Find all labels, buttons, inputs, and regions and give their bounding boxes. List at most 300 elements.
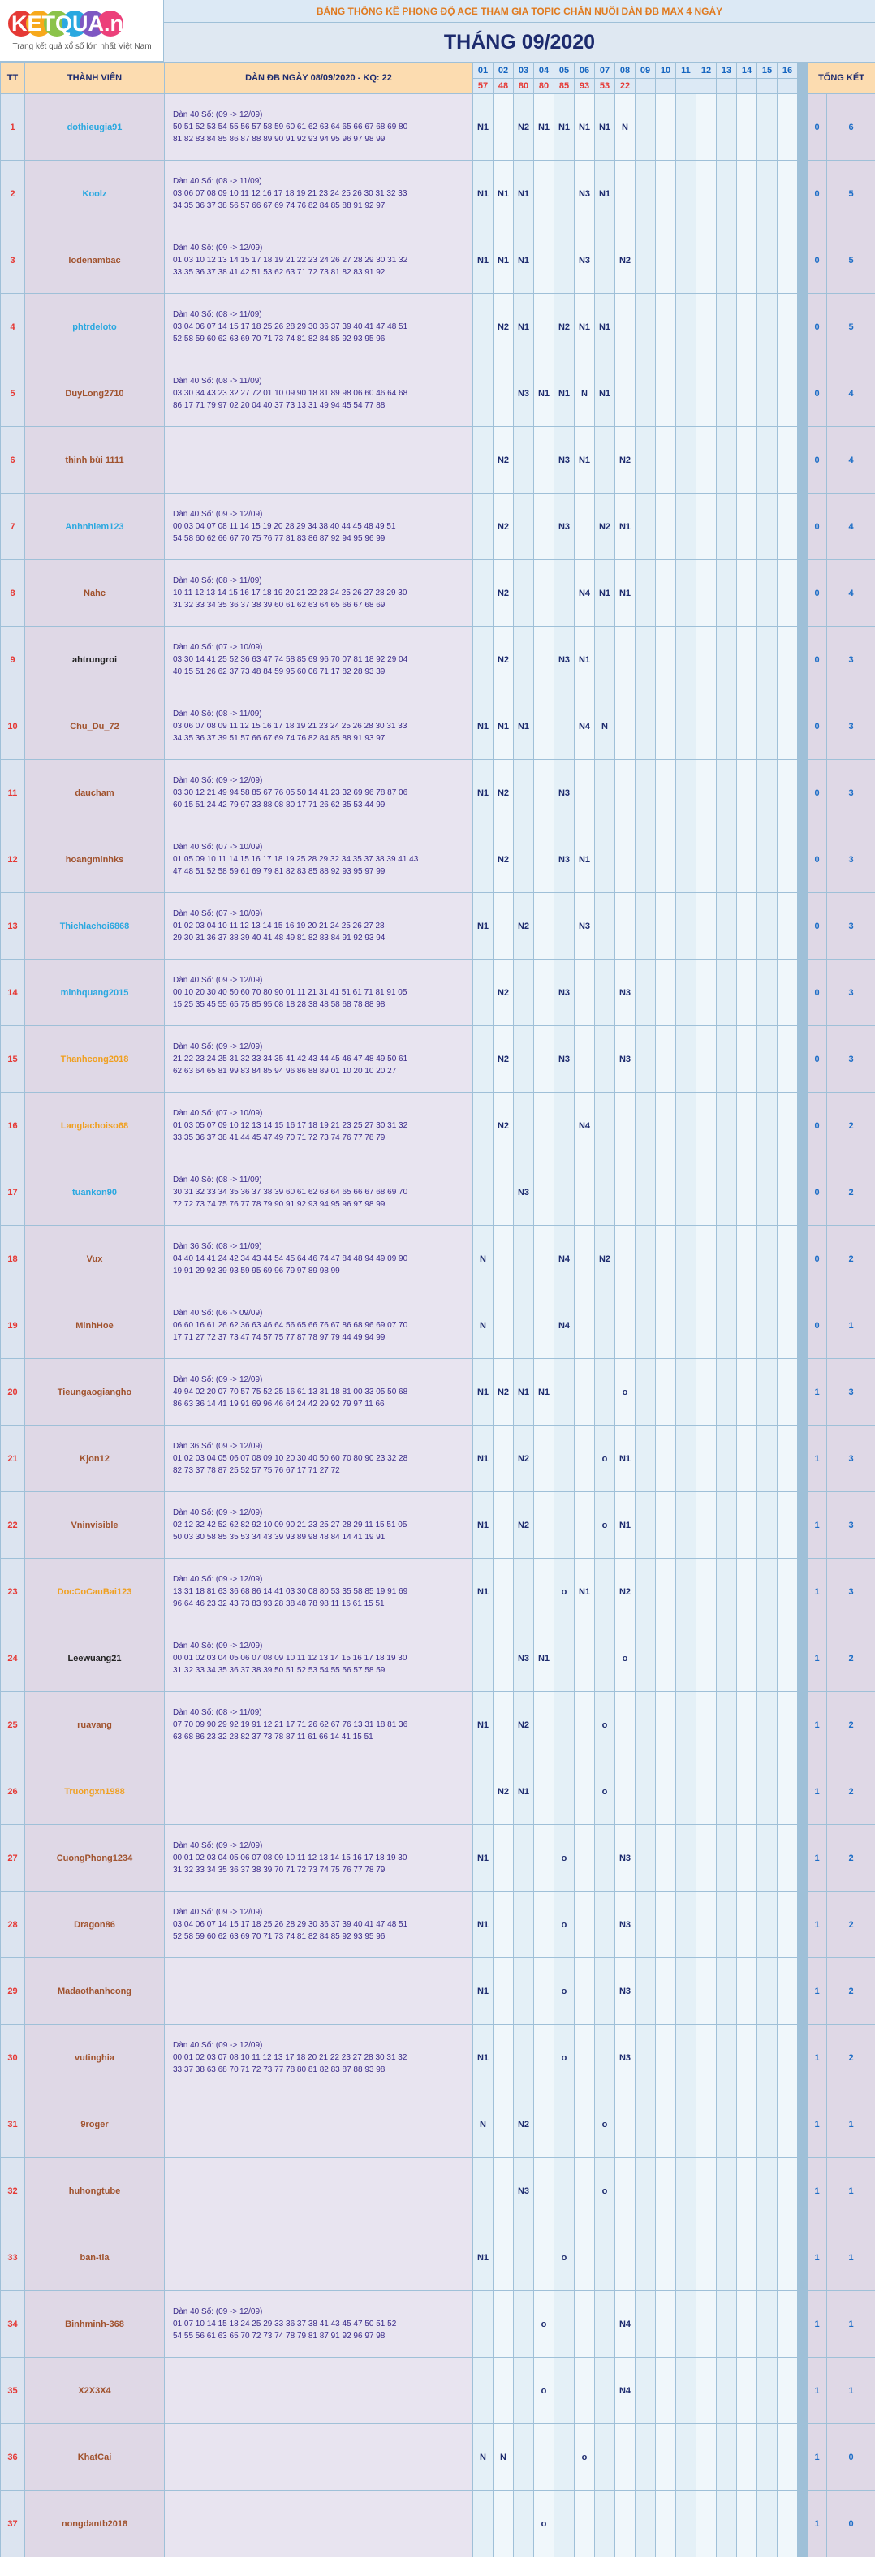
day-mark (554, 2358, 575, 2424)
dan-line: 01 02 03 04 05 06 07 08 09 10 20 30 40 50 60 70 80 90 23 32 28 (173, 1454, 408, 1463)
header-dan: DÀN ĐB NGÀY 08/09/2020 - KQ: 22 (165, 63, 473, 94)
day-mark (575, 1758, 595, 1825)
member-name[interactable]: Vninvisible (25, 1492, 165, 1559)
day-mark (636, 1825, 656, 1892)
member-name[interactable]: Langlachoiso68 (25, 1093, 165, 1159)
member-name[interactable]: Kjon12 (25, 1426, 165, 1492)
day-mark (757, 1958, 778, 2025)
day-mark: N2 (494, 427, 514, 494)
day-mark (534, 627, 554, 693)
day-mark (676, 2158, 696, 2224)
day-mark (636, 693, 656, 760)
day-mark (737, 1692, 757, 1758)
dan-line: 63 68 86 23 32 28 82 37 73 78 87 11 61 66 14 41 15 51 (173, 1732, 373, 1741)
day-mark (696, 1292, 717, 1359)
day-mark (595, 427, 615, 494)
day-mark (778, 2424, 798, 2491)
member-name[interactable]: hoangminhks (25, 826, 165, 893)
day-mark (636, 2291, 656, 2358)
day-mark: N1 (473, 1359, 494, 1426)
day-mark: N1 (494, 227, 514, 294)
result-cell (778, 79, 798, 94)
day-mark: N1 (534, 360, 554, 427)
hit-count: 0 (808, 494, 827, 560)
day-mark (696, 960, 717, 1026)
result-cell: 57 (473, 79, 494, 94)
dan-line: 40 15 51 26 62 37 73 48 84 59 95 60 06 71 17 82 28 93 39 (173, 667, 386, 676)
day-mark (778, 1159, 798, 1226)
table-row (1, 2224, 875, 2291)
dan-line: Dàn 40 Số: (08 -> 11/09) (173, 177, 262, 186)
member-name[interactable]: thịnh bùi 1111 (25, 427, 165, 494)
day-mark (778, 1625, 798, 1692)
member-name[interactable]: Dragon86 (25, 1892, 165, 1958)
row-number: 15 (1, 1026, 25, 1093)
table-row (1, 1559, 875, 1625)
day-mark: N1 (473, 1958, 494, 2025)
day-mark (656, 1892, 676, 1958)
day-mark (778, 693, 798, 760)
member-name[interactable]: CuongPhong1234 (25, 1825, 165, 1892)
member-name[interactable]: daucham (25, 760, 165, 826)
day-mark: N2 (494, 1758, 514, 1825)
day-mark (696, 1093, 717, 1159)
day-mark (636, 893, 656, 960)
dan-numbers (165, 2291, 473, 2358)
dan-line: 01 03 10 12 13 14 15 17 18 19 21 22 23 24 26 27 28 29 30 31 32 (173, 256, 408, 265)
day-mark (636, 1226, 656, 1292)
day-mark (656, 627, 676, 693)
day-mark: N4 (615, 2291, 636, 2358)
day-mark (514, 826, 534, 893)
dan-numbers (165, 1159, 473, 1226)
dan-line: Dàn 40 Số: (06 -> 09/09) (173, 1309, 263, 1318)
day-mark (737, 2025, 757, 2091)
member-name[interactable]: Truongxn1988 (25, 1758, 165, 1825)
day-mark (737, 1492, 757, 1559)
hit-count: 1 (808, 2091, 827, 2158)
day-mark (575, 1359, 595, 1426)
day-mark (656, 1026, 676, 1093)
table-row (1, 1026, 875, 1093)
day-mark (554, 893, 575, 960)
member-name[interactable]: ruavang (25, 1692, 165, 1758)
result-cell (676, 79, 696, 94)
day-mark: N1 (595, 294, 615, 360)
day-mark (636, 94, 656, 161)
member-name[interactable]: vutinghia (25, 2025, 165, 2091)
row-number: 27 (1, 1825, 25, 1892)
member-name[interactable]: tuankon90 (25, 1159, 165, 1226)
day-mark (757, 427, 778, 494)
hit-count: 1 (808, 2358, 827, 2424)
dan-numbers (165, 826, 473, 893)
member-name[interactable]: minhquang2015 (25, 960, 165, 1026)
day-mark (534, 1026, 554, 1093)
result-cell (717, 79, 737, 94)
day-mark (636, 2025, 656, 2091)
dan-line: Dàn 40 Số: (09 -> 12/09) (173, 2307, 263, 2316)
day-mark (595, 1159, 615, 1226)
member-name[interactable]: Leewuang21 (25, 1625, 165, 1692)
row-number: 17 (1, 1159, 25, 1226)
dan-numbers (165, 1692, 473, 1758)
member-name[interactable]: MinhHoe (25, 1292, 165, 1359)
day-mark (656, 227, 676, 294)
dan-line: 02 12 32 42 52 62 82 92 10 09 90 21 23 25 27 28 29 11 15 51 05 (173, 1521, 407, 1530)
row-number: 20 (1, 1359, 25, 1426)
day-mark (757, 960, 778, 1026)
hit-count: 0 (808, 560, 827, 627)
total-score: 3 (827, 1026, 875, 1093)
column-gap (798, 161, 808, 227)
day-mark: o (595, 2158, 615, 2224)
day-mark (676, 893, 696, 960)
day-mark (717, 826, 737, 893)
day-mark (737, 1559, 757, 1625)
dan-numbers (165, 1093, 473, 1159)
day-mark (514, 1292, 534, 1359)
day-mark (534, 1559, 554, 1625)
day-mark (636, 2491, 656, 2557)
day-mark: N2 (554, 294, 575, 360)
day-mark (656, 2491, 676, 2557)
result-cell: 93 (575, 79, 595, 94)
dan-line: 72 72 73 74 75 76 77 78 79 90 91 92 93 94 95 96 97 98 99 (173, 1200, 386, 1209)
row-number: 22 (1, 1492, 25, 1559)
day-mark (717, 2424, 737, 2491)
member-name[interactable]: KhatCai (25, 2424, 165, 2491)
table-row (1, 2291, 875, 2358)
day-mark: N1 (473, 161, 494, 227)
day-mark (494, 1559, 514, 1625)
day-mark (757, 94, 778, 161)
member-name[interactable]: Chu_Du_72 (25, 693, 165, 760)
day-mark (615, 2424, 636, 2491)
table-row (1, 427, 875, 494)
member-name[interactable]: Thanhcong2018 (25, 1026, 165, 1093)
day-mark (676, 1559, 696, 1625)
day-mark (514, 427, 534, 494)
dan-line: 00 10 20 30 40 50 60 70 80 90 01 11 21 31 41 51 61 71 81 91 05 (173, 988, 407, 997)
day-mark (554, 2424, 575, 2491)
column-gap (798, 1958, 808, 2025)
member-name[interactable]: ban-tia (25, 2224, 165, 2291)
day-mark (615, 693, 636, 760)
result-cell (636, 79, 656, 94)
day-mark (534, 494, 554, 560)
day-mark (757, 2091, 778, 2158)
member-name[interactable]: Anhnhiem123 (25, 494, 165, 560)
row-number: 29 (1, 1958, 25, 2025)
row-number: 4 (1, 294, 25, 360)
member-name[interactable]: 9roger (25, 2091, 165, 2158)
dan-line: 01 03 05 07 09 10 12 13 14 15 16 17 18 19 21 23 25 27 30 31 32 (173, 1121, 408, 1130)
dan-line: 60 15 51 24 42 79 97 33 88 08 80 17 71 26 62 35 53 44 99 (173, 800, 386, 809)
member-name[interactable]: Vux (25, 1226, 165, 1292)
member-name[interactable]: ahtrungroi (25, 627, 165, 693)
result-cell: 48 (494, 79, 514, 94)
hit-count: 1 (808, 1492, 827, 1559)
member-name[interactable]: huhongtube (25, 2158, 165, 2224)
day-mark (636, 161, 656, 227)
day-mark (534, 693, 554, 760)
member-name[interactable]: DuyLong2710 (25, 360, 165, 427)
day-mark (757, 1692, 778, 1758)
dan-numbers (165, 1625, 473, 1692)
column-gap (798, 1159, 808, 1226)
day-mark: N2 (514, 2091, 534, 2158)
dan-numbers (165, 360, 473, 427)
day-header: 14 (737, 63, 757, 79)
day-mark (615, 760, 636, 826)
day-mark (717, 2224, 737, 2291)
day-mark (676, 2491, 696, 2557)
day-mark (778, 227, 798, 294)
dan-line: 86 17 71 79 97 02 20 04 40 37 73 13 31 49 94 45 54 77 88 (173, 401, 386, 410)
hit-count: 1 (808, 1692, 827, 1758)
day-mark (757, 627, 778, 693)
day-mark: o (595, 1758, 615, 1825)
dan-line: 01 07 10 14 15 18 24 25 29 33 36 37 38 41 43 45 47 50 51 52 (173, 2319, 397, 2328)
column-gap (798, 1559, 808, 1625)
hit-count: 1 (808, 1625, 827, 1692)
day-mark (575, 494, 595, 560)
hit-count: 0 (808, 161, 827, 227)
day-mark: N2 (494, 960, 514, 1026)
member-name[interactable]: Koolz (25, 161, 165, 227)
member-name[interactable]: Madaothanhcong (25, 1958, 165, 2025)
member-name[interactable]: X2X3X4 (25, 2358, 165, 2424)
day-mark: N2 (494, 760, 514, 826)
day-mark (595, 1958, 615, 2025)
day-mark (717, 760, 737, 826)
day-mark: N2 (595, 1226, 615, 1292)
day-mark (615, 2224, 636, 2291)
column-gap (798, 2224, 808, 2291)
day-mark (534, 2224, 554, 2291)
day-mark: N3 (514, 1159, 534, 1226)
day-mark: N3 (575, 161, 595, 227)
column-gap (798, 2424, 808, 2491)
day-mark (595, 1825, 615, 1892)
result-cell (737, 79, 757, 94)
day-mark (534, 161, 554, 227)
row-number: 31 (1, 2091, 25, 2158)
day-mark: N4 (575, 560, 595, 627)
day-mark (534, 2091, 554, 2158)
dan-numbers (165, 560, 473, 627)
day-mark (636, 826, 656, 893)
day-mark (757, 693, 778, 760)
day-mark: o (615, 1625, 636, 1692)
column-gap (798, 227, 808, 294)
day-mark (757, 1426, 778, 1492)
total-score: 4 (827, 427, 875, 494)
day-mark (717, 1292, 737, 1359)
dan-line: Dàn 40 Số: (09 -> 12/09) (173, 1575, 263, 1584)
row-number: 2 (1, 161, 25, 227)
dan-line: 29 30 31 36 37 38 39 40 41 48 49 81 82 83 84 91 92 93 94 (173, 934, 386, 943)
day-mark (615, 360, 636, 427)
day-mark (636, 360, 656, 427)
dan-line: Dàn 40 Số: (09 -> 12/09) (173, 244, 263, 252)
total-score: 5 (827, 294, 875, 360)
member-name[interactable]: phtrdeloto (25, 294, 165, 360)
day-header: 15 (757, 63, 778, 79)
total-score: 3 (827, 760, 875, 826)
member-name[interactable]: Binhminh-368 (25, 2291, 165, 2358)
table-row (1, 1692, 875, 1758)
day-mark: N1 (494, 161, 514, 227)
day-mark (696, 1492, 717, 1559)
day-mark (696, 294, 717, 360)
day-mark: N1 (615, 560, 636, 627)
day-mark (737, 1625, 757, 1692)
dan-line: 50 51 52 53 54 55 56 57 58 59 60 61 62 63 64 65 66 67 68 69 80 (173, 123, 408, 132)
day-mark (636, 1892, 656, 1958)
day-mark (636, 2091, 656, 2158)
day-mark: N1 (595, 360, 615, 427)
day-mark (656, 2424, 676, 2491)
day-mark (778, 2158, 798, 2224)
day-mark (595, 2291, 615, 2358)
day-mark (778, 1426, 798, 1492)
hit-count: 0 (808, 893, 827, 960)
dan-numbers (165, 1559, 473, 1625)
day-mark (575, 1625, 595, 1692)
day-mark (656, 494, 676, 560)
day-mark (717, 1026, 737, 1093)
row-number: 7 (1, 494, 25, 560)
day-mark: N2 (494, 1359, 514, 1426)
site-logo[interactable] (0, 0, 164, 62)
row-number: 18 (1, 1226, 25, 1292)
day-mark (494, 1825, 514, 1892)
dan-line: 52 58 59 60 62 63 69 70 71 73 74 81 82 84 85 92 93 95 96 (173, 1932, 386, 1941)
day-mark (554, 1692, 575, 1758)
day-mark (514, 1892, 534, 1958)
day-mark (696, 1625, 717, 1692)
hit-count: 1 (808, 1958, 827, 2025)
table-row (1, 1359, 875, 1426)
day-mark: N1 (473, 227, 494, 294)
day-mark: N1 (473, 1892, 494, 1958)
dan-numbers (165, 1226, 473, 1292)
row-number: 33 (1, 2224, 25, 2291)
column-gap (798, 2025, 808, 2091)
day-mark: N1 (575, 427, 595, 494)
day-mark (595, 960, 615, 1026)
day-mark (737, 627, 757, 693)
dan-numbers (165, 1892, 473, 1958)
member-name[interactable]: DocCoCauBai123 (25, 1559, 165, 1625)
member-name[interactable]: nongdantb2018 (25, 2491, 165, 2557)
hit-count: 0 (808, 1226, 827, 1292)
member-name[interactable]: Thichlachoi6868 (25, 893, 165, 960)
day-mark (494, 1958, 514, 2025)
day-mark (737, 1026, 757, 1093)
logo-text: KETQUA.net (11, 11, 143, 36)
day-mark (757, 1093, 778, 1159)
day-mark (473, 826, 494, 893)
day-mark: N2 (615, 227, 636, 294)
day-mark (514, 2291, 534, 2358)
day-mark: N1 (534, 94, 554, 161)
member-name[interactable]: Nahc (25, 560, 165, 627)
total-score: 1 (827, 1292, 875, 1359)
dan-line: Dàn 40 Số: (09 -> 12/09) (173, 1042, 263, 1051)
day-mark: o (554, 1825, 575, 1892)
day-mark (615, 1159, 636, 1226)
day-mark (534, 960, 554, 1026)
total-score: 3 (827, 960, 875, 1026)
day-mark (494, 2291, 514, 2358)
day-header: 07 (595, 63, 615, 79)
day-mark (778, 1093, 798, 1159)
column-gap (798, 2291, 808, 2358)
member-name[interactable]: dothieugia91 (25, 94, 165, 161)
total-score: 3 (827, 1426, 875, 1492)
day-mark (534, 1226, 554, 1292)
day-mark (473, 294, 494, 360)
day-mark (636, 294, 656, 360)
day-mark (656, 1559, 676, 1625)
day-mark (696, 161, 717, 227)
day-mark (696, 94, 717, 161)
day-mark: N4 (554, 1292, 575, 1359)
day-mark (595, 760, 615, 826)
column-gap (798, 1492, 808, 1559)
day-mark (615, 826, 636, 893)
total-score: 3 (827, 893, 875, 960)
day-mark (595, 2424, 615, 2491)
dan-line: Dàn 40 Số: (09 -> 12/09) (173, 2041, 263, 2050)
day-mark (554, 2158, 575, 2224)
dan-numbers (165, 1492, 473, 1559)
day-mark: N1 (473, 1559, 494, 1625)
total-score: 2 (827, 1758, 875, 1825)
day-mark (717, 2158, 737, 2224)
day-mark: N (473, 1292, 494, 1359)
day-mark (737, 360, 757, 427)
day-mark: N1 (595, 94, 615, 161)
total-score: 2 (827, 1093, 875, 1159)
day-mark (534, 227, 554, 294)
day-mark (737, 1958, 757, 2025)
day-mark (554, 1492, 575, 1559)
day-mark (717, 161, 737, 227)
day-mark: o (534, 2358, 554, 2424)
day-mark (737, 2424, 757, 2491)
row-number: 37 (1, 2491, 25, 2557)
member-name[interactable]: Tieungaogiangho (25, 1359, 165, 1426)
day-mark: o (554, 1958, 575, 2025)
day-mark (514, 1226, 534, 1292)
member-name[interactable]: lodenambac (25, 227, 165, 294)
day-mark (615, 294, 636, 360)
hit-count: 0 (808, 960, 827, 1026)
hit-count: 0 (808, 1292, 827, 1359)
day-mark (717, 1492, 737, 1559)
day-mark (778, 2025, 798, 2091)
day-mark (473, 2491, 494, 2557)
day-mark (676, 1758, 696, 1825)
day-mark (717, 1559, 737, 1625)
day-mark (595, 1559, 615, 1625)
day-mark: o (554, 1892, 575, 1958)
dan-line: 15 25 35 45 55 65 75 85 95 08 18 28 38 48 58 68 78 88 98 (173, 1000, 386, 1009)
